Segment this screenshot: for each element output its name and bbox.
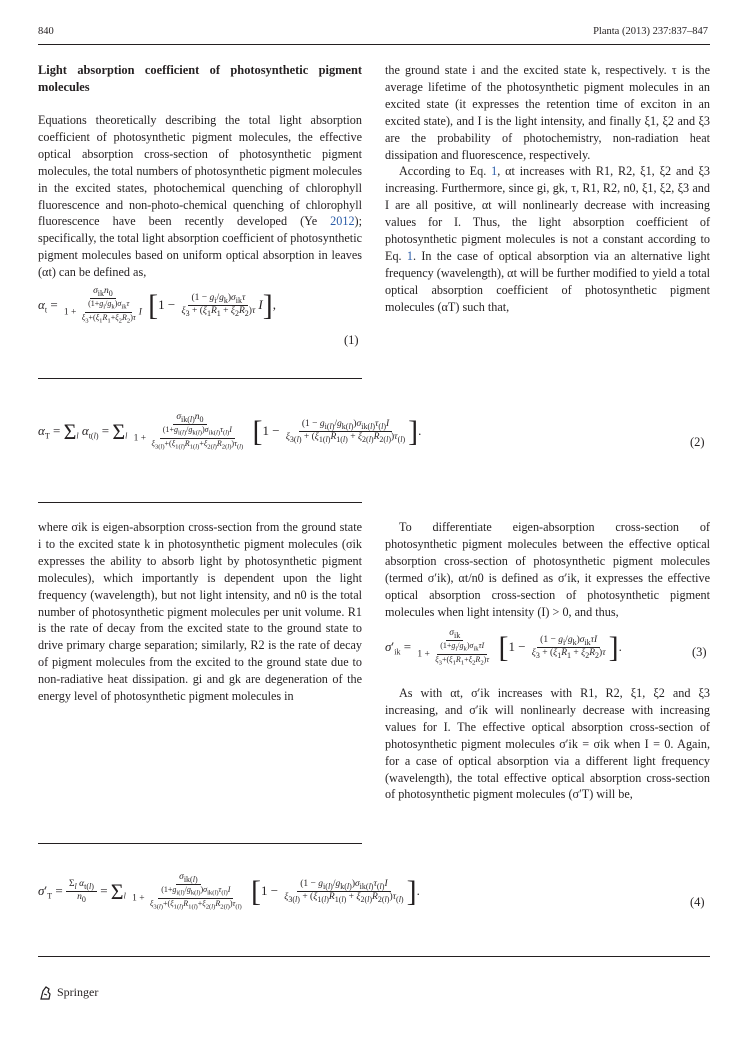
left-column-top — [38, 62, 362, 281]
paragraph-eq1-discussion: According to Eq. 1, αt increases with R1, R2, ξ1, ξ2 and ξ3 increasing. Furthermore, since gi, gk, τ, R1, R2, n0, ξ1, ξ2, ξ3 and I are all positive, αt will nonlinearly decrease with increasing values for I. Thus, the light absorption coefficient of photosynthetic pigment molecules is not a constant according to Eq. 1. In the case of optical absorption via an alternative light frequency (wavelength), αt will be further modified to yield a total optical absorption coefficient of photosynthetic pigment molecules (αT) such that, — [385, 164, 710, 314]
column-rule — [38, 502, 362, 503]
journal-reference: Planta (2013) 237:837–847 — [593, 26, 708, 37]
right-column-top — [385, 62, 710, 316]
section-heading: Light absorption coefficient of photosynthetic pigment molecules — [38, 63, 362, 94]
paragraph-symbol-definitions: where σik is eigen-absorption cross-section from the ground state i to the excited state k in photosynthetic pigment molecules (σik expresses the ability to absorb light by photosynthetic pigment molecules), which importantly is dependent upon the light frequency (wavelength), but not light intensity, and n0 is the total number of photosynthetic pigment molecules per unit volume. R1 is the rate of decay from the excited state to the ground state to drive primary charge separation; similarly, R2 is the rate of decay of pigment molecules from the excited to the ground state due to non-radiative heat dissipation. gi and gk are degeneration of the energy level of photosynthetic pigment molecules in — [38, 520, 362, 704]
paragraph-effective-cross-section: To differentiate eigen-absorption cross-section of photosynthetic pigment molecules between the effective optical absorption cross-section of photosynthetic pigment molecules (termed σ′ik), αt/n0 is defined as σ′ik, it expresses the effective optical absorption cross-section of photosynthetic pigment molecules when light intensity (I) > 0, and thus, — [385, 520, 710, 619]
equation-2-number: (2) — [690, 435, 705, 449]
paragraph-definitions: the ground state i and the excited state k, respectively. τ is the average lifetime of the photosynthetic pigment molecules in an excited state (it expresses the retention time of exciton in an excited state), and I is the light intensity, and finally ξ1, ξ2 and ξ3 are the probability of photochemistry, non-radiation heat dissipation and fluorescence, respectively. — [385, 63, 710, 162]
equation-3: $\sigma'_{ik}$ = $\sigma_{ik}$ 1 + $\frac{(1+g_i/g_k)\sigma_{ik}\tau I}{\xi_3+(\xi_1R_1+\xi_2R_2)\tau}$ [1 − $\frac{(1 - g_i/g_k)\sigma_{ik}\tau I}{\xi_3 + (\xi_1R_1 + \xi_2R_2)\tau}$ ]. — [385, 628, 622, 667]
page-number: 840 — [38, 26, 54, 37]
equation-ref-link[interactable]: 1 — [406, 248, 413, 263]
right-column-lower — [385, 685, 710, 803]
paragraph-eq3-discussion: As with αt, σ′ik increases with R1, R2, ξ1, ξ2 and ξ3 increasing, and σ′ik will nonlinearly decrease with increasing values for I. The effective optical absorption cross-section of photosynthetic pigment molecules σ′ik = σik when I = 0. Again, for a case of optical absorption via a different light frequency (wavelength), the total effective optical absorption cross-section of photosynthetic pigment molecules (σ′T) will be, — [385, 686, 710, 802]
right-column-middle — [385, 519, 710, 620]
left-column-middle — [38, 519, 362, 705]
publisher-footer — [38, 985, 98, 1001]
springer-horse-icon — [38, 985, 54, 1001]
publisher-name: Springer — [57, 985, 99, 999]
paragraph-intro: Equations theoretically describing the total light absorption coefficient of photosynthetic pigment molecules, the effective optical absorption cross-section of photosynthetic pigment molecules, the total numbers of photosynthetic pigment molecules in the excited states, photochemical quenching of chlorophyll fluorescence and non-photo-chemical quenching of chlorophyll fluorescence have been recently developed (Ye 2012); specifically, the total light absorption coefficient of photosynthetic pigment molecules based on uniform optical absorption in leaves (αt) can be defined as, — [38, 113, 362, 280]
equation-ref-link[interactable]: 1 — [491, 164, 498, 179]
equation-3-number: (3) — [692, 645, 707, 659]
equation-1-number: (1) — [344, 333, 359, 347]
header-rule — [38, 44, 710, 45]
citation-link[interactable]: 2012 — [330, 214, 355, 229]
equation-1: $\alpha_t$ = $\sigma_{ik}n_0$ 1 + $\frac{(1+g_i/g_k)\sigma_{ik}\tau}{\xi_3+(\xi_1R_1+\xi_2R_2)\tau}$ I [1 − $\frac{(1 - g_i/g_k)\sigma_{ik}\tau}{\xi_3 + (\xi_1R_1 + \xi_2R_2)\tau}$ I], — [38, 286, 276, 325]
equation-4: $\sigma'_T$ = $\frac{\Sigma_l \alpha_{t(l)}}{n_0}$ = $\Sigma_l$ $\sigma_{ik(l)}$ 1 + $\frac{(1+g_{i(l)}/g_{k(l)})\sigma_{ik(l)}\tau_{(l)}I}{\xi_{3(l)}+(\xi_{1(l)}R_{1(l)}+\xi_{2(l)}R_{2(l)})\tau_{(l)}}$ [1 − $\frac{(1 - g_{i(l)}/g_{k(l)})\sigma_{ik(l)}\tau_{(l)}I}{\xi_{3(l)} + (\xi_{1(l)}R_{1(l)} + \xi_{2(l)}R_{2(l)})\tau_{(l)}}$ ]. — [38, 872, 420, 911]
equation-2: $\alpha_T = \Sigma_l$ $\alpha_{t(l)} = \Sigma_l$ $\sigma_{ik(l)}n_0$ 1 + $\frac{(1+g_{i(l)}/g_{k(l)})\sigma_{ik(l)}\tau_{(l)}I}{\xi_{3(l)}+(\xi_{1(l)}R_{1(l)}+\xi_{2(l)}R_{2(l)})\tau_{(l)}}$ [1 − $\frac{(1 - g_{i(l)}/g_{k(l)})\sigma_{ik(l)}\tau_{(l)}I}{\xi_{3(l)} + (\xi_{1(l)}R_{1(l)} + \xi_{2(l)}R_{2(l)})\tau_{(l)}}$ ]. — [38, 412, 422, 451]
column-rule — [38, 378, 362, 379]
equation-4-number: (4) — [690, 895, 705, 909]
column-rule — [38, 843, 362, 844]
footer-rule — [38, 956, 710, 957]
